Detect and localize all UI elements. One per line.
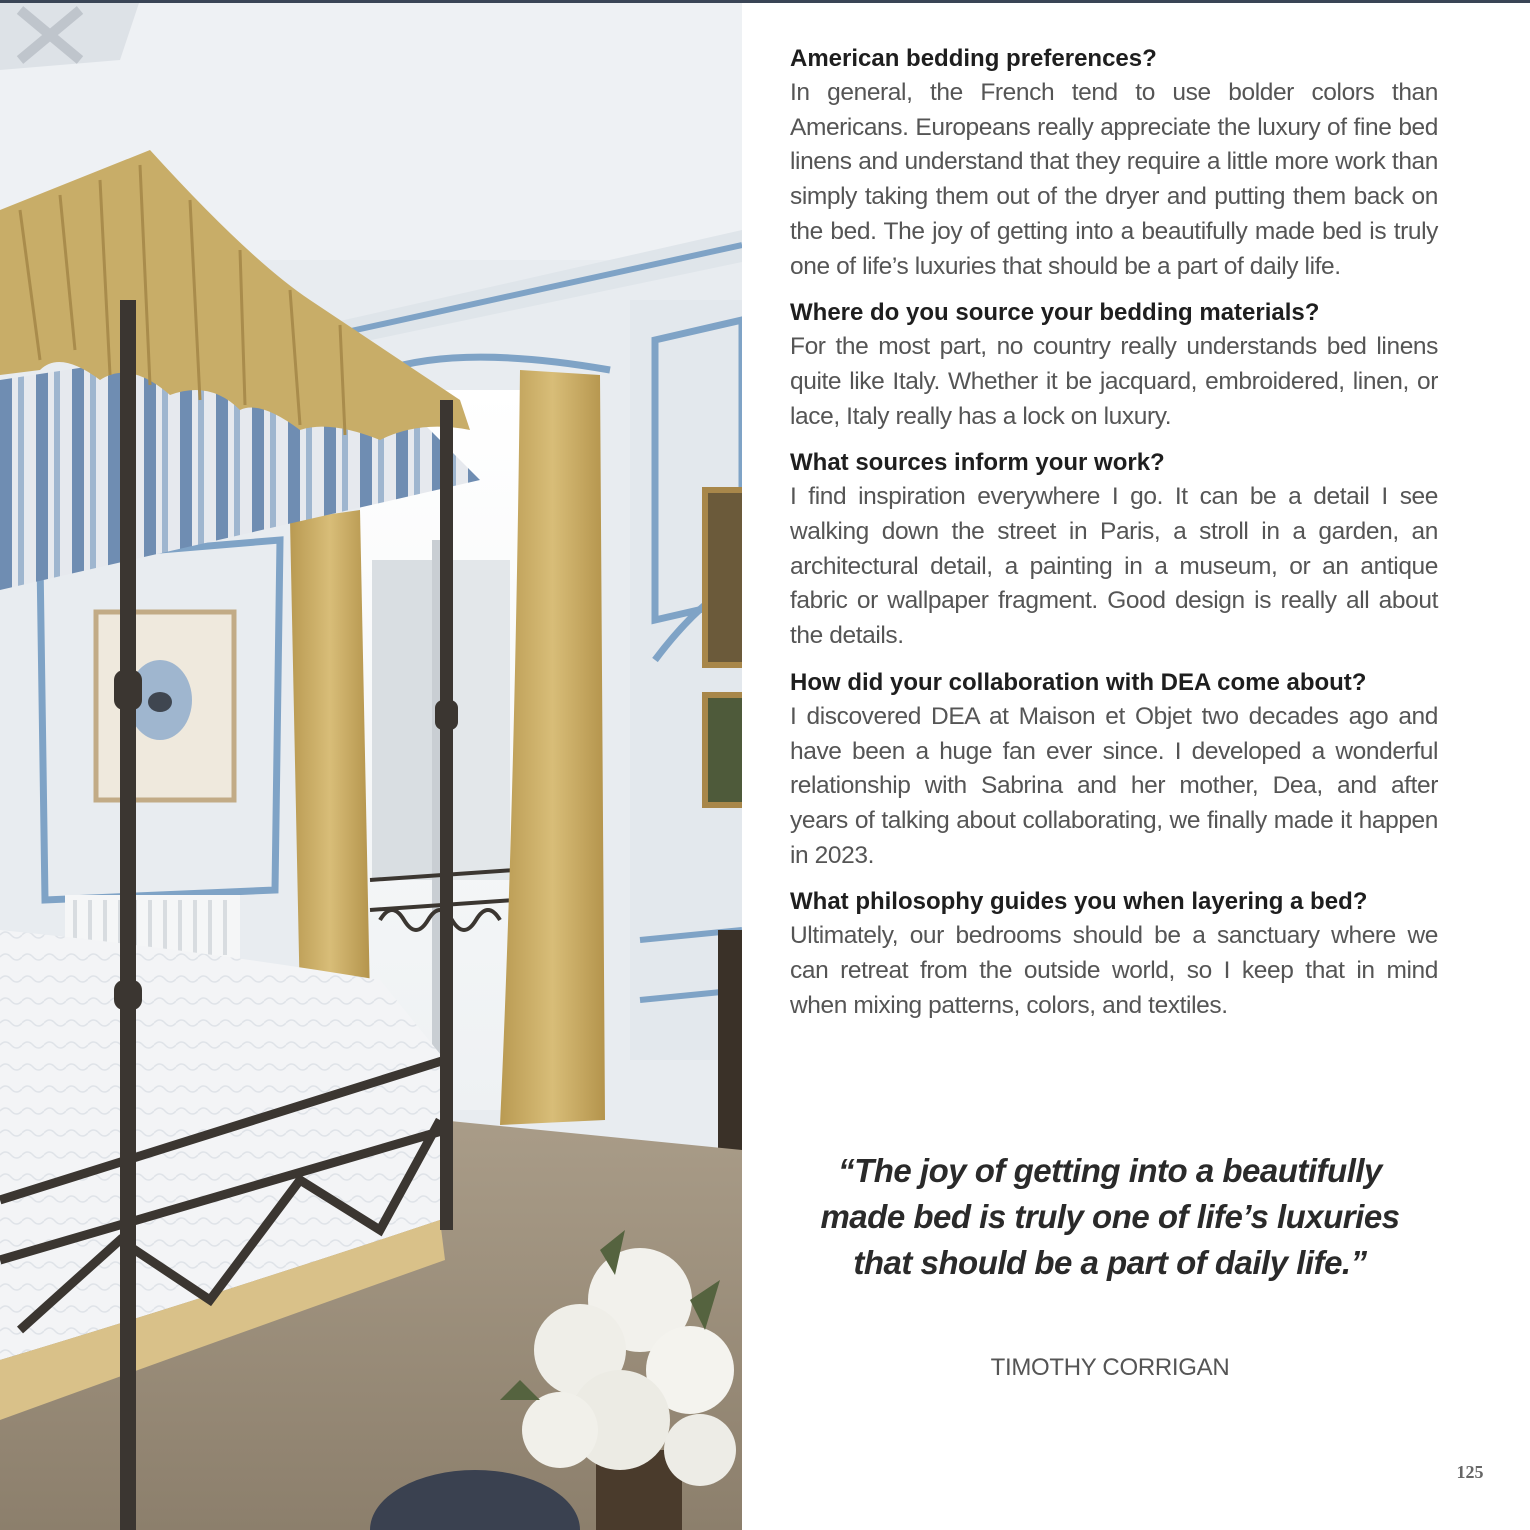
- qa-section: [790, 666, 1438, 874]
- top-border: [0, 0, 1530, 3]
- qa-section: [790, 296, 1438, 434]
- question-heading: American bedding preferences?: [790, 45, 1157, 72]
- answer-text: I find inspiration everywhere I go. It can be a detail I see walking down the street in Paris, a stroll in a garden, an architectural detail, a painting in a museum, or an antique fabric or wallpaper fragment. Good design is really all about the details.: [790, 483, 1438, 650]
- page-number: 125: [1456, 1462, 1484, 1482]
- bedroom-photo: [0, 0, 742, 1530]
- interview-column: [790, 42, 1438, 1035]
- bedroom-illustration: [0, 0, 742, 1530]
- answer-text: For the most part, no country really understands bed linens quite like Italy. Whether it be jacquard, embroidered, linen, or lace, Italy really has a lock on luxury.: [790, 333, 1438, 430]
- question-heading: What philosophy guides you when layering a bed?: [790, 888, 1368, 916]
- question-heading: How did your collaboration with DEA come about?: [790, 668, 1367, 696]
- quote-attribution: TIMOTHY CORRIGAN: [990, 1354, 1230, 1381]
- answer-text: Ultimately, our bedrooms should be a sanctuary where we can retreat from the outside world, so I keep that in mind when mixing patterns, colors, and textiles.: [790, 922, 1438, 1019]
- framed-painting: [705, 695, 742, 805]
- qa-section: [790, 42, 1438, 284]
- question-heading: What sources inform your work?: [790, 449, 1165, 477]
- bed-post: [440, 400, 453, 1230]
- curtain-left: [290, 510, 370, 1005]
- question-heading: Where do you source your bedding materials?: [790, 299, 1320, 327]
- answer-text: I discovered DEA at Maison et Objet two decades ago and have been a huge fan ever since. I developed a wonderful relationship with Sabrina and her mother, Dea, and after years of talking about collaborating, we finally made it happen in 2023.: [790, 702, 1438, 869]
- answer-text: In general, the French tend to use bolder colors than Americans. Europeans really appreciate the luxury of fine bed linens and understand that they require a little more work than simply taking them out of the dryer and putting them back on the bed. The joy of getting into a beautifully made bed is truly one of life’s luxuries that should be a part of daily life.: [790, 79, 1438, 280]
- framed-painting: [705, 490, 742, 665]
- qa-section: [790, 885, 1438, 1023]
- bed-post: [120, 300, 136, 1530]
- pull-quote: “The joy of getting into a beautifully made bed is truly one of life’s luxuries that should be a part of daily life.”: [820, 1152, 1400, 1281]
- qa-section: [790, 446, 1438, 654]
